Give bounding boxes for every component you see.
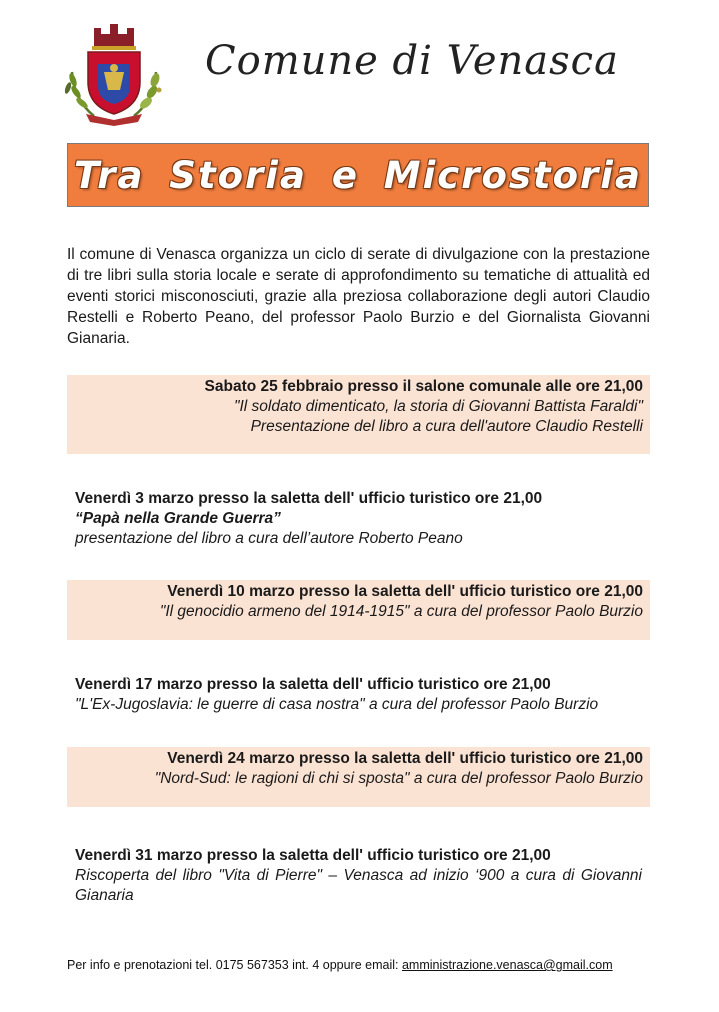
event-series-banner (67, 143, 649, 207)
event-detail: presentazione del libro a cura dell’autore Roberto Peano (75, 530, 463, 547)
event-item (67, 489, 650, 549)
banner-title: Tra Storia e Microstoria (74, 153, 642, 197)
event-item (67, 675, 650, 715)
event-detail: "Nord-Sud: le ragioni di chi si sposta" a cura del professor Paolo Burzio (154, 770, 643, 787)
municipal-crest-icon (64, 20, 164, 126)
email-link[interactable]: amministrazione.venasca@gmail.com (401, 958, 613, 972)
event-detail: Presentazione del libro a cura dell'autore Claudio Restelli (250, 418, 643, 435)
footer-text: Per info e prenotazioni tel. 0175 567353 int. 4 oppure email: (67, 958, 402, 972)
event-item (67, 846, 650, 906)
event-heading: Venerdì 24 marzo presso la saletta dell' ufficio turistico ore 21,00 (167, 750, 643, 767)
event-item (67, 747, 650, 807)
event-heading: Venerdì 31 marzo presso la saletta dell' ufficio turistico ore 21,00 (75, 847, 551, 864)
event-heading: Venerdì 3 marzo presso la saletta dell' ufficio turistico ore 21,00 (75, 490, 543, 507)
event-title: “Papà nella Grande Guerra” (75, 510, 281, 527)
event-detail: "L'Ex-Jugoslavia: le guerre di casa nostra" a cura del professor Paolo Burzio (75, 696, 599, 713)
contact-footer (67, 958, 657, 972)
event-heading: Venerdì 17 marzo presso la saletta dell' ufficio turistico ore 21,00 (75, 676, 551, 693)
event-detail: "Il genocidio armeno del 1914-1915" a cura del professor Paolo Burzio (159, 603, 643, 620)
event-detail: Riscoperta del libro "Vita di Pierre" – Venasca ad inizio ‘900 a cura di Giovanni Gianaria (75, 867, 642, 904)
event-heading: Venerdì 10 marzo presso la saletta dell' ufficio turistico ore 21,00 (167, 583, 643, 600)
event-item (67, 580, 650, 640)
event-title: "Il soldato dimenticato, la storia di Giovanni Battista Faraldi" (233, 398, 643, 415)
town-name-title: Comune di Venasca (205, 38, 619, 84)
event-item (67, 375, 650, 454)
intro-paragraph: Il comune di Venasca organizza un ciclo di serate di divulgazione con la prestazione di tre libri sulla storia locale e serate di approfondimento su tematiche di attualità ed eventi storici misconosciuti, grazie alla preziosa collaborazione degli autori Claudio Restelli e Roberto Peano, del professor Paolo Burzio e del Giornalista Giovanni Gianaria. (67, 246, 650, 347)
event-heading: Sabato 25 febbraio presso il salone comunale alle ore 21,00 (204, 378, 643, 395)
